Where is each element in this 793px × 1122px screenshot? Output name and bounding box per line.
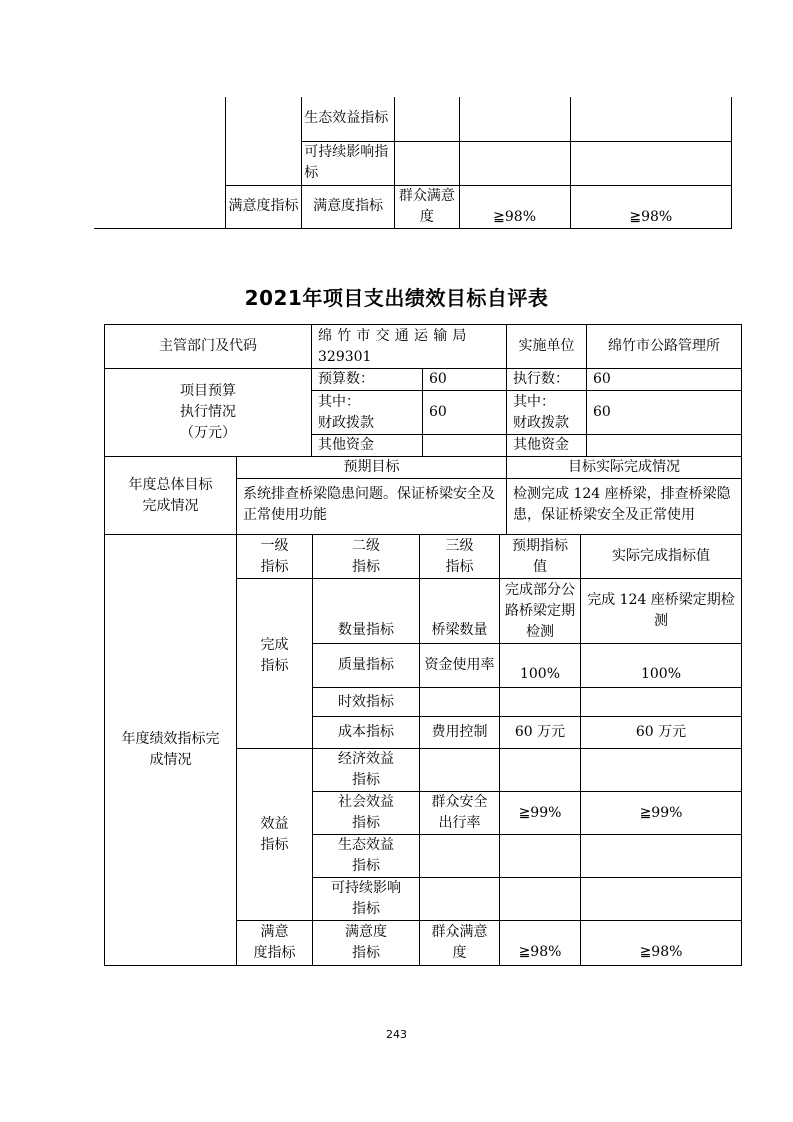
exec-value: 60: [586, 368, 742, 391]
quantity-indicator: 数量指标: [312, 578, 420, 644]
sustainable-expected: [499, 877, 581, 921]
evaluation-sheet: [104, 324, 742, 966]
other-label: 其他资金: [311, 434, 423, 457]
indicator-l3: [395, 97, 460, 141]
satisfaction-expected: ≧98%: [499, 920, 581, 966]
dept-value: 绵竹市交通运输局 329301: [311, 324, 507, 369]
blank-cell: [225, 97, 302, 185]
fiscal-exec-value: 60: [586, 390, 742, 435]
fiscal-exec-label: 其中： 财政拨款: [506, 390, 587, 435]
perf-label: 年度绩效指标完 成情况: [104, 534, 237, 966]
actual-value: [570, 141, 731, 185]
quantity-actual: 完成 124 座桥梁定期检测: [580, 578, 742, 644]
timeliness-l3: [419, 687, 500, 717]
plan-label: 预算数：: [311, 368, 423, 391]
expected-value: [459, 141, 570, 185]
indicator-l2: 可持续影响指标: [302, 141, 395, 185]
timeliness-expected: [499, 687, 581, 717]
sustainable-actual: [580, 877, 742, 921]
economic-actual: [580, 748, 742, 792]
other-plan-value: [422, 434, 507, 457]
goal-label: 年度总体目标 完成情况: [104, 456, 237, 535]
quality-actual: 100%: [580, 643, 742, 688]
expected-value: [459, 97, 570, 141]
indicator-l3: 群众满意度: [395, 185, 460, 228]
ecological-indicator: 生态效益 指标: [312, 834, 420, 878]
fiscal-plan-value: 60: [422, 390, 507, 435]
impl-label: 实施单位: [506, 324, 587, 369]
quality-expected: 100%: [499, 643, 581, 688]
expected-value: ≧98%: [459, 185, 570, 228]
social-l3: 群众安全 出行率: [419, 791, 500, 835]
other-exec-label: 其他资金: [506, 434, 587, 457]
actual-value: [570, 97, 731, 141]
quantity-expected: 完成部分公路桥梁定期检测: [499, 578, 581, 644]
cost-expected: 60 万元: [499, 716, 581, 749]
page-number: 243: [386, 1028, 407, 1041]
actual-goal-text: 检测完成 124 座桥梁，排查桥梁隐患，保证桥梁安全及正常使用: [506, 478, 742, 535]
economic-indicator: 经济效益 指标: [312, 748, 420, 792]
quantity-l3: 桥梁数量: [419, 578, 500, 644]
impl-value: 绵竹市公路管理所: [586, 324, 742, 369]
header-actual: 实际完成指标值: [580, 534, 742, 579]
header-expected: 预期指标 值: [499, 534, 581, 579]
timeliness-indicator: 时效指标: [312, 687, 420, 717]
quality-indicator: 质量指标: [312, 643, 420, 688]
indicator-l3: [395, 141, 460, 185]
budget-label: 项目预算 执行情况 （万元）: [104, 368, 312, 457]
complete-group-label: 完成 指标: [236, 578, 313, 749]
blank-cell: [94, 97, 225, 228]
header-level2: 二级 指标: [312, 534, 420, 579]
header-level1: 一级 指标: [236, 534, 313, 579]
plan-value: 60: [422, 368, 507, 391]
actual-goal-header: 目标实际完成情况: [506, 456, 742, 479]
indicator-l2: 满意度指标: [302, 185, 395, 228]
dept-label: 主管部门及代码: [104, 324, 312, 369]
ecological-actual: [580, 834, 742, 878]
timeliness-actual: [580, 687, 742, 717]
exec-label: 执行数：: [506, 368, 587, 391]
social-indicator: 社会效益 指标: [312, 791, 420, 835]
ecological-l3: [419, 834, 500, 878]
sustainable-l3: [419, 877, 500, 921]
header-level3: 三级 指标: [419, 534, 500, 579]
actual-value: ≧98%: [570, 185, 731, 228]
expected-goal-text: 系统排查桥梁隐患问题。保证桥梁安全及正常使用功能: [236, 478, 507, 535]
sustainable-indicator: 可持续影响 指标: [312, 877, 420, 921]
indicator-l1: 满意度指标: [225, 185, 302, 228]
indicator-l2: 生态效益指标: [302, 97, 395, 141]
cost-l3: 费用控制: [419, 716, 500, 749]
expected-goal-header: 预期目标: [236, 456, 507, 479]
benefit-group-label: 效益 指标: [236, 748, 313, 921]
satisfaction-l3: 群众满意 度: [419, 920, 500, 966]
social-expected: ≧99%: [499, 791, 581, 835]
fiscal-label: 其中： 财政拨款: [311, 390, 423, 435]
page-title: 2021年项目支出绩效目标自评表: [244, 286, 549, 310]
other-exec-value: [586, 434, 742, 457]
economic-expected: [499, 748, 581, 792]
quality-l3: 资金使用率: [419, 643, 500, 688]
cost-actual: 60 万元: [580, 716, 742, 749]
social-actual: ≧99%: [580, 791, 742, 835]
satisfaction-indicator: 满意度 指标: [312, 920, 420, 966]
ecological-expected: [499, 834, 581, 878]
satisfaction-actual: ≧98%: [580, 920, 742, 966]
economic-l3: [419, 748, 500, 792]
continued-table: [94, 97, 732, 229]
cost-indicator: 成本指标: [312, 716, 420, 749]
satisfaction-group-label: 满意 度指标: [236, 920, 313, 966]
